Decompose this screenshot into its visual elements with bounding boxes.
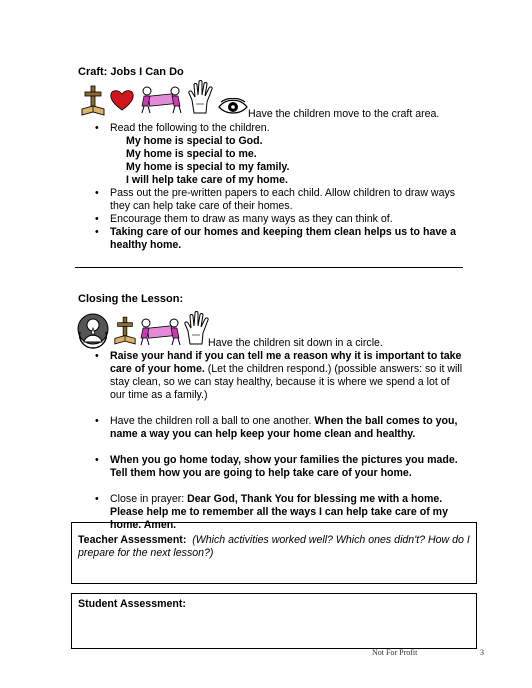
praying-icon: [76, 312, 110, 350]
children-carrying-icon: [139, 86, 183, 114]
craft-title: Craft: Jobs I Can Do: [78, 66, 184, 78]
craft-instruction: Have the children move to the craft area.: [248, 108, 440, 120]
affirmation-line: My home is special to my family.: [126, 161, 290, 173]
hand-icon: [188, 80, 214, 114]
eye-icon: [218, 98, 248, 116]
closing-title: Closing the Lesson:: [78, 293, 184, 305]
bullet-bold-text: Raise your hand if you can tell me a reason why it is important to take care of your home.: [110, 350, 462, 375]
affirmation-line: I will help take care of my home.: [126, 174, 288, 186]
teacher-assessment-box[interactable]: [71, 522, 477, 584]
teacher-assessment-prompt: (Which activities worked well? Which ones didn't? How do I prepare for the next lesson?): [78, 534, 470, 559]
craft-bullet-list: [95, 122, 467, 252]
footer-text: Not For Profit: [372, 648, 418, 657]
list-item: [95, 213, 467, 226]
bullet-bold-text: Dear God, Thank You for blessing me with a home. Please help me to remember all the ways I can help take care of my home. Amen.: [110, 493, 448, 531]
bullet-bold-text: When the ball comes to you, name a way you can help keep your home clean and healthy.: [110, 415, 458, 440]
bullet-text: (Let the children respond.) (possible answers: so it will stay clean, so we can stay healthy, because it is where we spend a lot of our time as a family.): [110, 363, 463, 401]
children-carrying-icon: [138, 318, 182, 346]
bullet-text: Read the following to the children.: [110, 122, 270, 134]
bullet-text: Have the children roll a ball to one another.: [110, 415, 315, 427]
page-number: 3: [480, 648, 484, 657]
cross-bible-icon: [80, 85, 106, 117]
list-item: [95, 454, 467, 480]
list-item: [95, 122, 467, 187]
section-divider: [75, 267, 463, 268]
closing-instruction: Have the children sit down in a circle.: [208, 337, 383, 349]
student-assessment-box[interactable]: [71, 593, 477, 649]
affirmation-line: My home is special to me.: [126, 148, 257, 160]
heart-icon: [109, 88, 135, 112]
bullet-text: Pass out the pre-written papers to each child. Allow children to draw ways they can help take care of their homes.: [110, 187, 456, 212]
affirmation-line: My home is special to God.: [126, 135, 263, 147]
cross-bible-icon: [113, 315, 137, 347]
list-item: [95, 226, 467, 252]
hand-icon: [184, 311, 210, 345]
bullet-text: Close in prayer:: [110, 493, 188, 505]
list-item: [95, 415, 467, 441]
affirmation-lines: [126, 135, 467, 187]
bullet-text: Encourage them to draw as many ways as they can think of.: [110, 213, 393, 225]
list-item: [95, 187, 467, 213]
closing-bullet-list: [95, 350, 467, 532]
list-item: [95, 350, 467, 402]
student-assessment-label: Student Assessment:: [78, 598, 186, 610]
teacher-assessment-label: Teacher Assessment:: [78, 534, 187, 546]
bullet-bold-text: When you go home today, show your families the pictures you made. Tell them how you are going to help take care of your home.: [110, 454, 458, 479]
bullet-bold-text: Taking care of our homes and keeping them clean helps us to have a healthy home.: [110, 226, 456, 251]
